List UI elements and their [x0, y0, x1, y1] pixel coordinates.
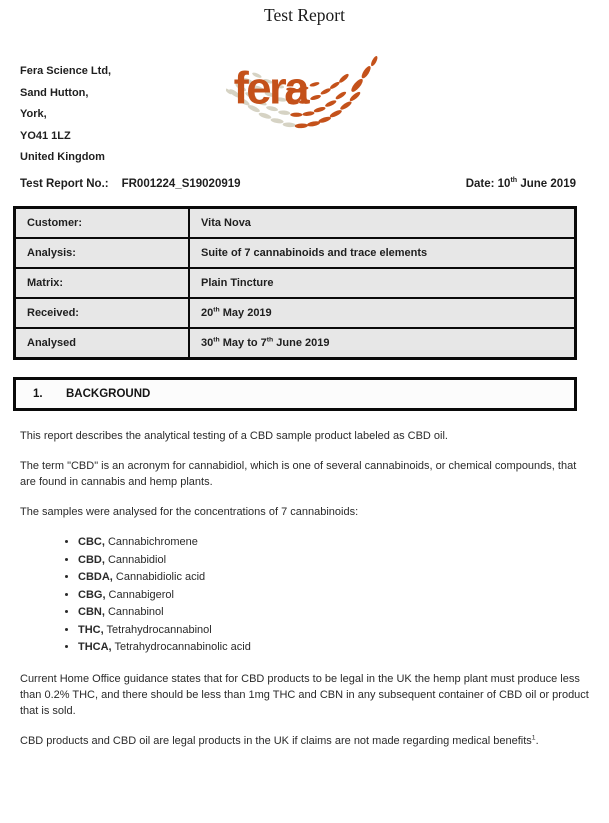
report-number-value: FR001224_S19020919 — [121, 178, 241, 190]
row-value: 20th May 2019 — [189, 298, 576, 328]
address-line: United Kingdom — [20, 151, 105, 163]
footnote-marker: 1 — [531, 733, 536, 741]
fera-logo-text: fera — [233, 62, 308, 114]
paragraph: The samples were analysed for the concentrations of 7 cannabinoids: — [20, 506, 359, 518]
cannabinoid-item: • CBC, Cannabichromene — [78, 534, 592, 552]
report-number-row — [20, 178, 576, 190]
cannabinoid-item: • CBG, Cannabigerol — [78, 587, 592, 605]
table-row — [15, 298, 576, 328]
cannabinoid-item: • CBDA, Cannabidiolic acid — [78, 569, 592, 587]
cannabinoid-item: • CBD, Cannabidiol — [78, 552, 592, 570]
row-value: Vita Nova — [189, 208, 576, 239]
fera-logo — [226, 55, 394, 141]
row-label: Matrix: — [15, 268, 190, 298]
cannabinoid-item: • THCA, Tetrahydrocannabinolic acid — [78, 639, 592, 657]
row-label: Analysis: — [15, 238, 190, 268]
sample-info-table — [13, 206, 577, 360]
table-row — [15, 268, 576, 298]
report-date-text: Date: 10 — [465, 178, 511, 190]
table-row — [15, 328, 576, 359]
row-value: Plain Tincture — [189, 268, 576, 298]
cannabinoid-item: • THC, Tetrahydrocannabinol — [78, 622, 592, 640]
row-label: Customer: — [15, 208, 190, 239]
paragraph: Current Home Office guidance states that for CBD products to be legal in the UK the hemp plant must produce less than 0.2% THC, and there should be less than 1mg THC and CBN in any subsequent container of CBD oil or product that is sold. — [20, 672, 589, 717]
report-date-ordinal: th — [510, 176, 518, 185]
row-value: Suite of 7 cannabinoids and trace elements — [189, 238, 576, 268]
address-block — [20, 61, 111, 169]
row-label: Received: — [15, 298, 190, 328]
cannabinoid-item: • CBN, Cannabinol — [78, 604, 592, 622]
report-date-text: June 2019 — [517, 178, 576, 190]
page-title: Test Report — [264, 5, 345, 25]
section-title: BACKGROUND — [66, 388, 151, 400]
row-label: Analysed — [15, 328, 190, 359]
table-row — [15, 208, 576, 239]
row-value: 30th May to 7th June 2019 — [189, 328, 576, 359]
address-line: York, — [20, 108, 47, 120]
section-number: 1. — [33, 388, 43, 400]
report-number-label: Test Report No.: — [20, 178, 109, 190]
fera-logo-graphic — [226, 55, 394, 141]
report-date — [466, 178, 576, 190]
paragraph: This report describes the analytical testing of a CBD sample product labeled as CBD oil. — [20, 430, 448, 442]
address-line: YO41 1LZ — [20, 129, 71, 142]
table-row — [15, 238, 576, 268]
paragraph: The term "CBD" is an acronym for cannabidiol, which is one of several cannabinoids, or chemical compounds, that are found in cannabis and hemp plants. — [20, 460, 577, 488]
section-body — [20, 428, 592, 763]
section-header-background — [13, 377, 577, 411]
cannabinoid-list — [20, 534, 592, 657]
report-number — [20, 178, 241, 190]
paragraph: CBD products and CBD oil are legal products in the UK if claims are not made regarding medical benefits$^1$. — [20, 733, 539, 747]
address-line: Fera Science Ltd, — [20, 65, 112, 77]
address-line: Sand Hutton, — [20, 86, 89, 99]
